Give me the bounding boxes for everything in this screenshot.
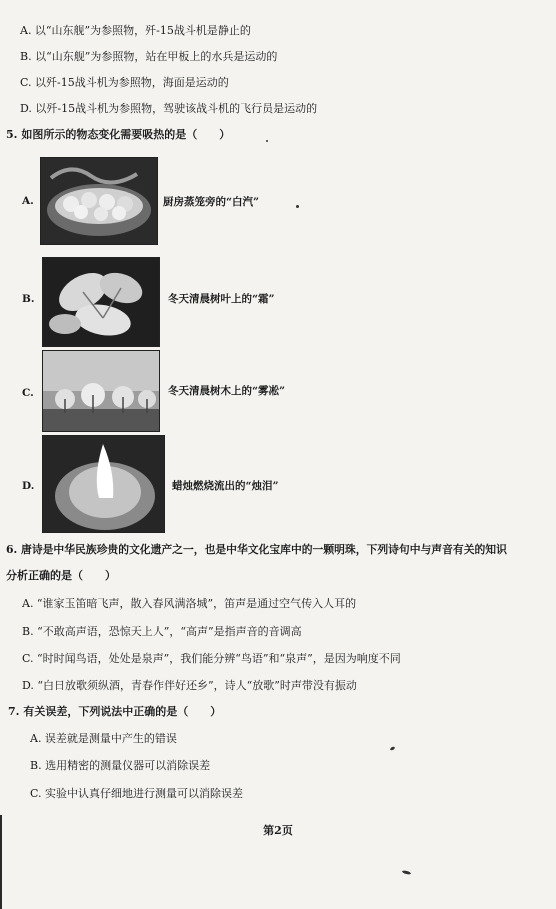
q5-option-d-caption: 蜡烛燃烧流出的“烛泪” (172, 480, 279, 492)
q4-option-d: D. 以歼-15战斗机为参照物，驾驶该战斗机的飞行员是运动的 (20, 102, 318, 115)
scan-speck (390, 746, 396, 751)
q5-option-c-label: C. (22, 387, 34, 399)
q6-option-b: B. “不敢高声语，恐惊天上人”，“高声”是指声音的音调高 (22, 625, 302, 638)
q6-option-d: D. “白日放歌须纵酒，青春作伴好还乡”，诗人“放歌”时声带没有振动 (22, 679, 357, 692)
q7-option-a: A. 误差就是测量中产生的错误 (30, 732, 177, 745)
page-number: 第2页 (263, 824, 293, 837)
q5-option-c-caption: 冬天清晨树木上的“雾凇” (168, 385, 286, 397)
scan-speck (402, 870, 411, 875)
q7-option-b: B. 选用精密的测量仪器可以消除误差 (30, 759, 211, 772)
q4-option-b: B. 以“山东舰”为参照物，站在甲板上的水兵是运动的 (20, 50, 278, 63)
q6-option-a: A. “谁家玉笛暗飞声，散入春风满洛城”，笛声是通过空气传入人耳的 (22, 597, 357, 610)
scan-speck (296, 205, 299, 208)
q7-stem: 7. 有关误差，下列说法中正确的是（ ） (8, 705, 222, 718)
rime-trees-photo (42, 350, 160, 432)
q7-option-c: C. 实验中认真仔细地进行测量可以消除误差 (30, 787, 244, 800)
q4-option-a: A. 以“山东舰”为参照物，歼-15战斗机是静止的 (20, 24, 251, 37)
q5-option-d-label: D. (22, 480, 35, 492)
frost-leaves-photo (42, 257, 160, 347)
candle-photo (42, 435, 165, 533)
q6-stem-line2: 分析正确的是（ ） (6, 569, 116, 582)
q5-option-a-caption: 厨房蒸笼旁的“白汽” (163, 196, 260, 208)
q5-option-a-label: A. (22, 195, 34, 207)
scan-speck (266, 140, 268, 142)
q4-option-c: C. 以歼-15战斗机为参照物，海面是运动的 (20, 76, 229, 89)
q6-stem-line1: 6. 唐诗是中华民族珍贵的文化遗产之一，也是中华文化宝库中的一颗明珠，下列诗句中与声音有关的知识 (6, 543, 507, 556)
q5-option-b-label: B. (22, 293, 35, 305)
steamer-photo (40, 157, 158, 245)
q5-stem: 5. 如图所示的物态变化需要吸热的是（ ） (6, 128, 231, 141)
q5-option-b-caption: 冬天清晨树叶上的“霜” (168, 293, 275, 305)
q6-option-c: C. “时时闻鸟语，处处是泉声”，我们能分辨“鸟语”和“泉声”，是因为响度不同 (22, 652, 401, 665)
scan-edge (0, 815, 2, 909)
